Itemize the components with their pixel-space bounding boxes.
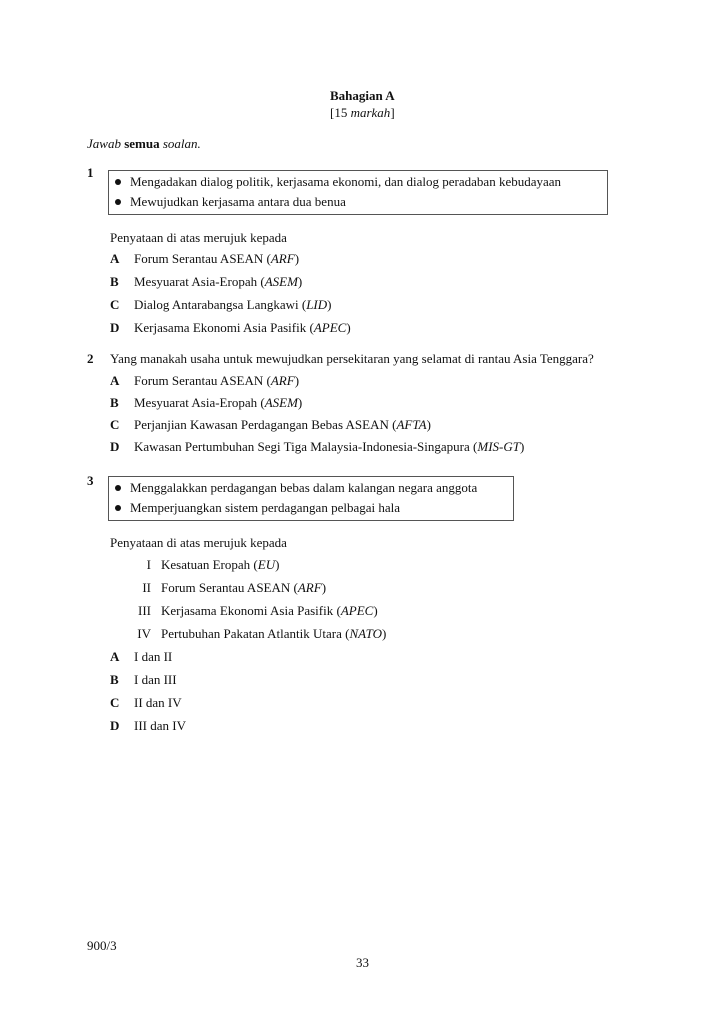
option-a[interactable]: A Forum Serantau ASEAN (ARF) — [110, 373, 300, 388]
option-c[interactable]: C Dialog Antarabangsa Langkawi (LID) — [110, 297, 332, 312]
list-item: Menggalakkan perdagangan bebas dalam kalangan negara anggota — [109, 478, 513, 498]
bullet-icon — [115, 199, 121, 205]
option-d[interactable]: D Kawasan Pertumbuhan Segi Tiga Malaysia-Indonesia-Singapura (MIS-GT) — [110, 439, 525, 454]
list-item: Mewujudkan kerjasama antara dua benua — [109, 192, 607, 212]
option-c[interactable]: C Perjanjian Kawasan Perdagangan Bebas ASEAN (AFTA) — [110, 417, 431, 432]
bullet-icon — [115, 485, 121, 491]
q3-options — [110, 649, 186, 741]
option-a[interactable]: A Forum Serantau ASEAN (ARF) — [110, 251, 300, 266]
question-number: 3 — [87, 473, 94, 488]
q3-roman-list — [125, 557, 386, 649]
bullet-icon — [115, 505, 121, 511]
bullet-icon — [115, 179, 121, 185]
q1-stem: Penyataan di atas merujuk kepada — [110, 230, 287, 245]
q1-options — [110, 251, 351, 343]
section-title: Bahagian A — [330, 88, 395, 103]
list-item: Memperjuangkan sistem perdagangan pelbagai hala — [109, 498, 513, 518]
page-number: 33 — [356, 955, 369, 970]
question-number: 2 — [87, 351, 94, 366]
option-c[interactable]: C II dan IV — [110, 695, 182, 710]
q2-stem: Yang manakah usaha untuk mewujudkan persekitaran yang selamat di rantau Asia Tenggara? — [110, 351, 594, 366]
question-number: 1 — [87, 165, 94, 180]
list-item: I Kesatuan Eropah (EU) — [146, 557, 280, 572]
q3-stem: Penyataan di atas merujuk kepada — [110, 535, 287, 550]
option-b[interactable]: B I dan III — [110, 672, 177, 687]
list-item: Mengadakan dialog politik, kerjasama ekonomi, dan dialog peradaban kebudayaan — [109, 172, 607, 192]
q2-options — [110, 373, 524, 461]
option-d[interactable]: D Kerjasama Ekonomi Asia Pasifik (APEC) — [110, 320, 351, 335]
option-d[interactable]: D III dan IV — [110, 718, 186, 733]
option-b[interactable]: B Mesyuarat Asia-Eropah (ASEM) — [110, 395, 303, 410]
list-item: IV Pertubuhan Pakatan Atlantik Utara (NATO) — [137, 626, 387, 641]
list-item: III Kerjasama Ekonomi Asia Pasifik (APEC) — [138, 603, 378, 618]
option-b[interactable]: B Mesyuarat Asia-Eropah (ASEM) — [110, 274, 303, 289]
instruction: Jawab semua soalan. — [87, 136, 201, 151]
q3-statement-box — [108, 476, 514, 521]
paper-code: 900/3 — [87, 938, 117, 953]
list-item: II Forum Serantau ASEAN (ARF) — [142, 580, 327, 595]
section-marks: [15 markah] — [330, 105, 395, 120]
option-a[interactable]: A I dan II — [110, 649, 173, 664]
q1-statement-box — [108, 170, 608, 215]
